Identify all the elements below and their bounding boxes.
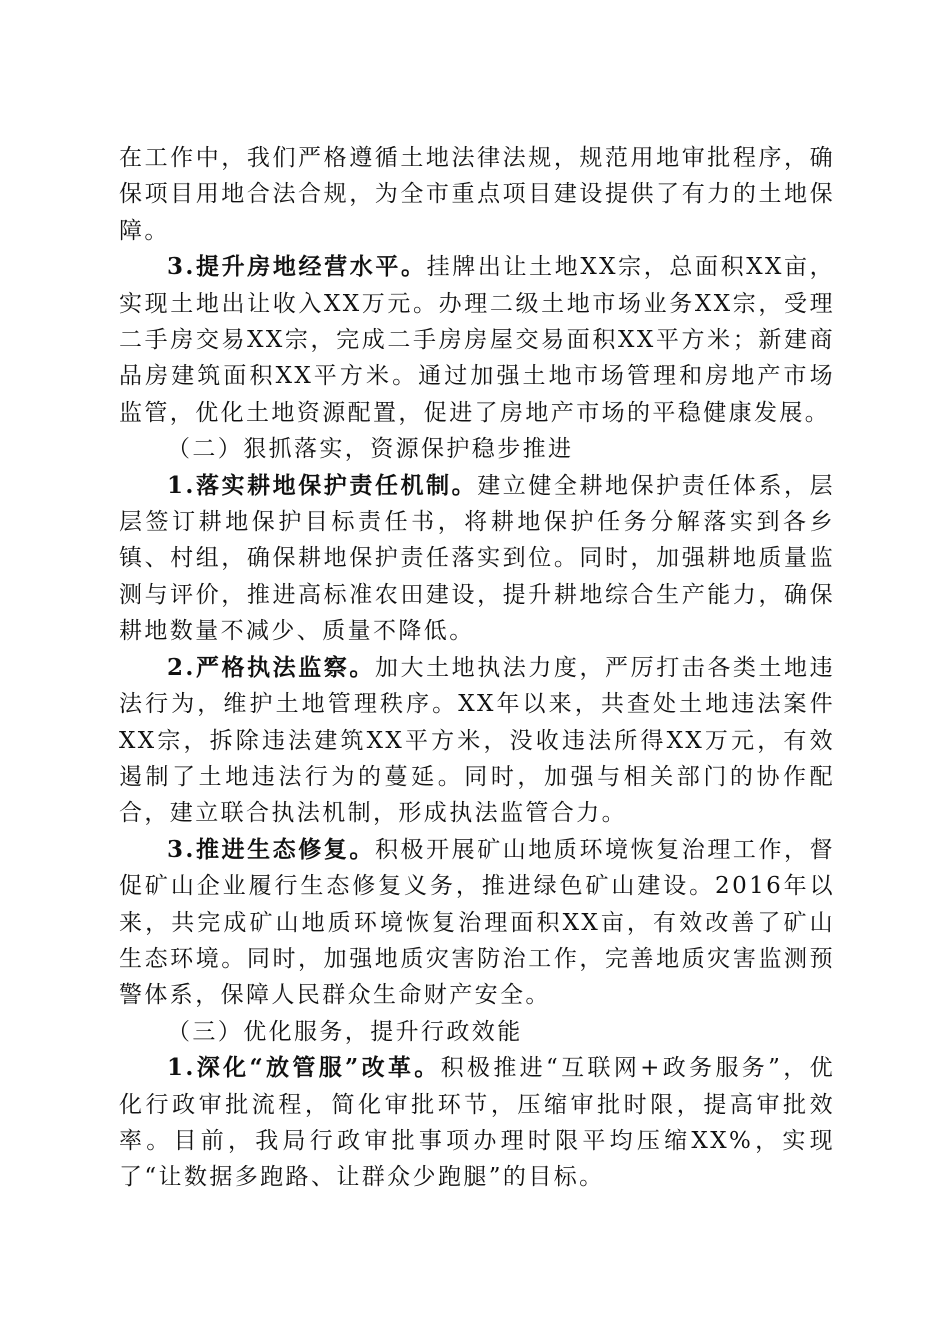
section-heading-service-optimization: （三）优化服务，提升行政效能 (167, 1018, 523, 1045)
item-paragraph-land-business (119, 249, 835, 431)
item-body: 积极开展矿山地质环境恢复治理工作，督促矿山企业履行生态修复义务，推进绿色矿山建设。2016年以来，共完成矿山地质环境恢复治理面积XX亩，有效改善了矿山生态环境。同时，加强地质灾害防治工作，完善地质灾害监测预警体系，保障人民群众生命财产安全。 (119, 836, 835, 1009)
item-body: 积极推进“互联网+政务服务”，优化行政审批流程，简化审批环节，压缩审批时限，提高审批效率。目前，我局行政审批事项办理时限平均压缩XX%，实现了“让数据多跑路、让群众少跑腿”的目标。 (119, 1055, 835, 1191)
item-body: 挂牌出让土地XX宗，总面积XX亩，实现土地出让收入XX万元。办理二级土地市场业务XX宗，受理二手房交易XX宗，完成二手房房屋交易面积XX平方米；新建商品房建筑面积XX平方米。通过加强土地市场管理和房地产市场监管，优化土地资源配置，促进了房地产市场的平稳健康发展。 (119, 254, 836, 426)
item-body: 加大土地执法力度，严厉打击各类土地违法行为，维护土地管理秩序。XX年以来，共查处土地违法案件XX宗，拆除违法建筑XX平方米，没收违法所得XX万元，有效遏制了土地违法行为的蔓延。同时，加强与相关部门的协作配合，建立联合执法机制，形成执法监管合力。 (119, 654, 835, 827)
item-heading: 3.推进生态修复。 (167, 835, 375, 863)
item-paragraph-reform (119, 1050, 835, 1196)
continuation-paragraph: 在工作中，我们严格遵循土地法律法规，规范用地审批程序，确保项目用地合法合规，为全市重点项目建设提供了有力的土地保障。 (119, 145, 835, 244)
item-body: 建立健全耕地保护责任体系，层层签订耕地保护目标责任书，将耕地保护任务分解落实到各乡镇、村组，确保耕地保护责任落实到位。同时，加强耕地质量监测与评价，推进高标准农田建设，提升耕地综合生产能力，确保耕地数量不减少、质量不降低。 (119, 472, 835, 645)
item-heading: 3.提升房地经营水平。 (167, 253, 427, 281)
item-paragraph-law-enforcement (119, 650, 835, 832)
section-heading-resource-protection: （二）狠抓落实，资源保护稳步推进 (167, 436, 574, 463)
document-page (119, 140, 835, 1196)
item-heading: 2.严格执法监察。 (167, 653, 375, 681)
item-paragraph-farmland-protection (119, 468, 835, 650)
item-paragraph-ecological-restoration (119, 832, 835, 1014)
item-heading: 1.深化“放管服”改革。 (167, 1054, 441, 1082)
item-heading: 1.落实耕地保护责任机制。 (167, 471, 478, 499)
